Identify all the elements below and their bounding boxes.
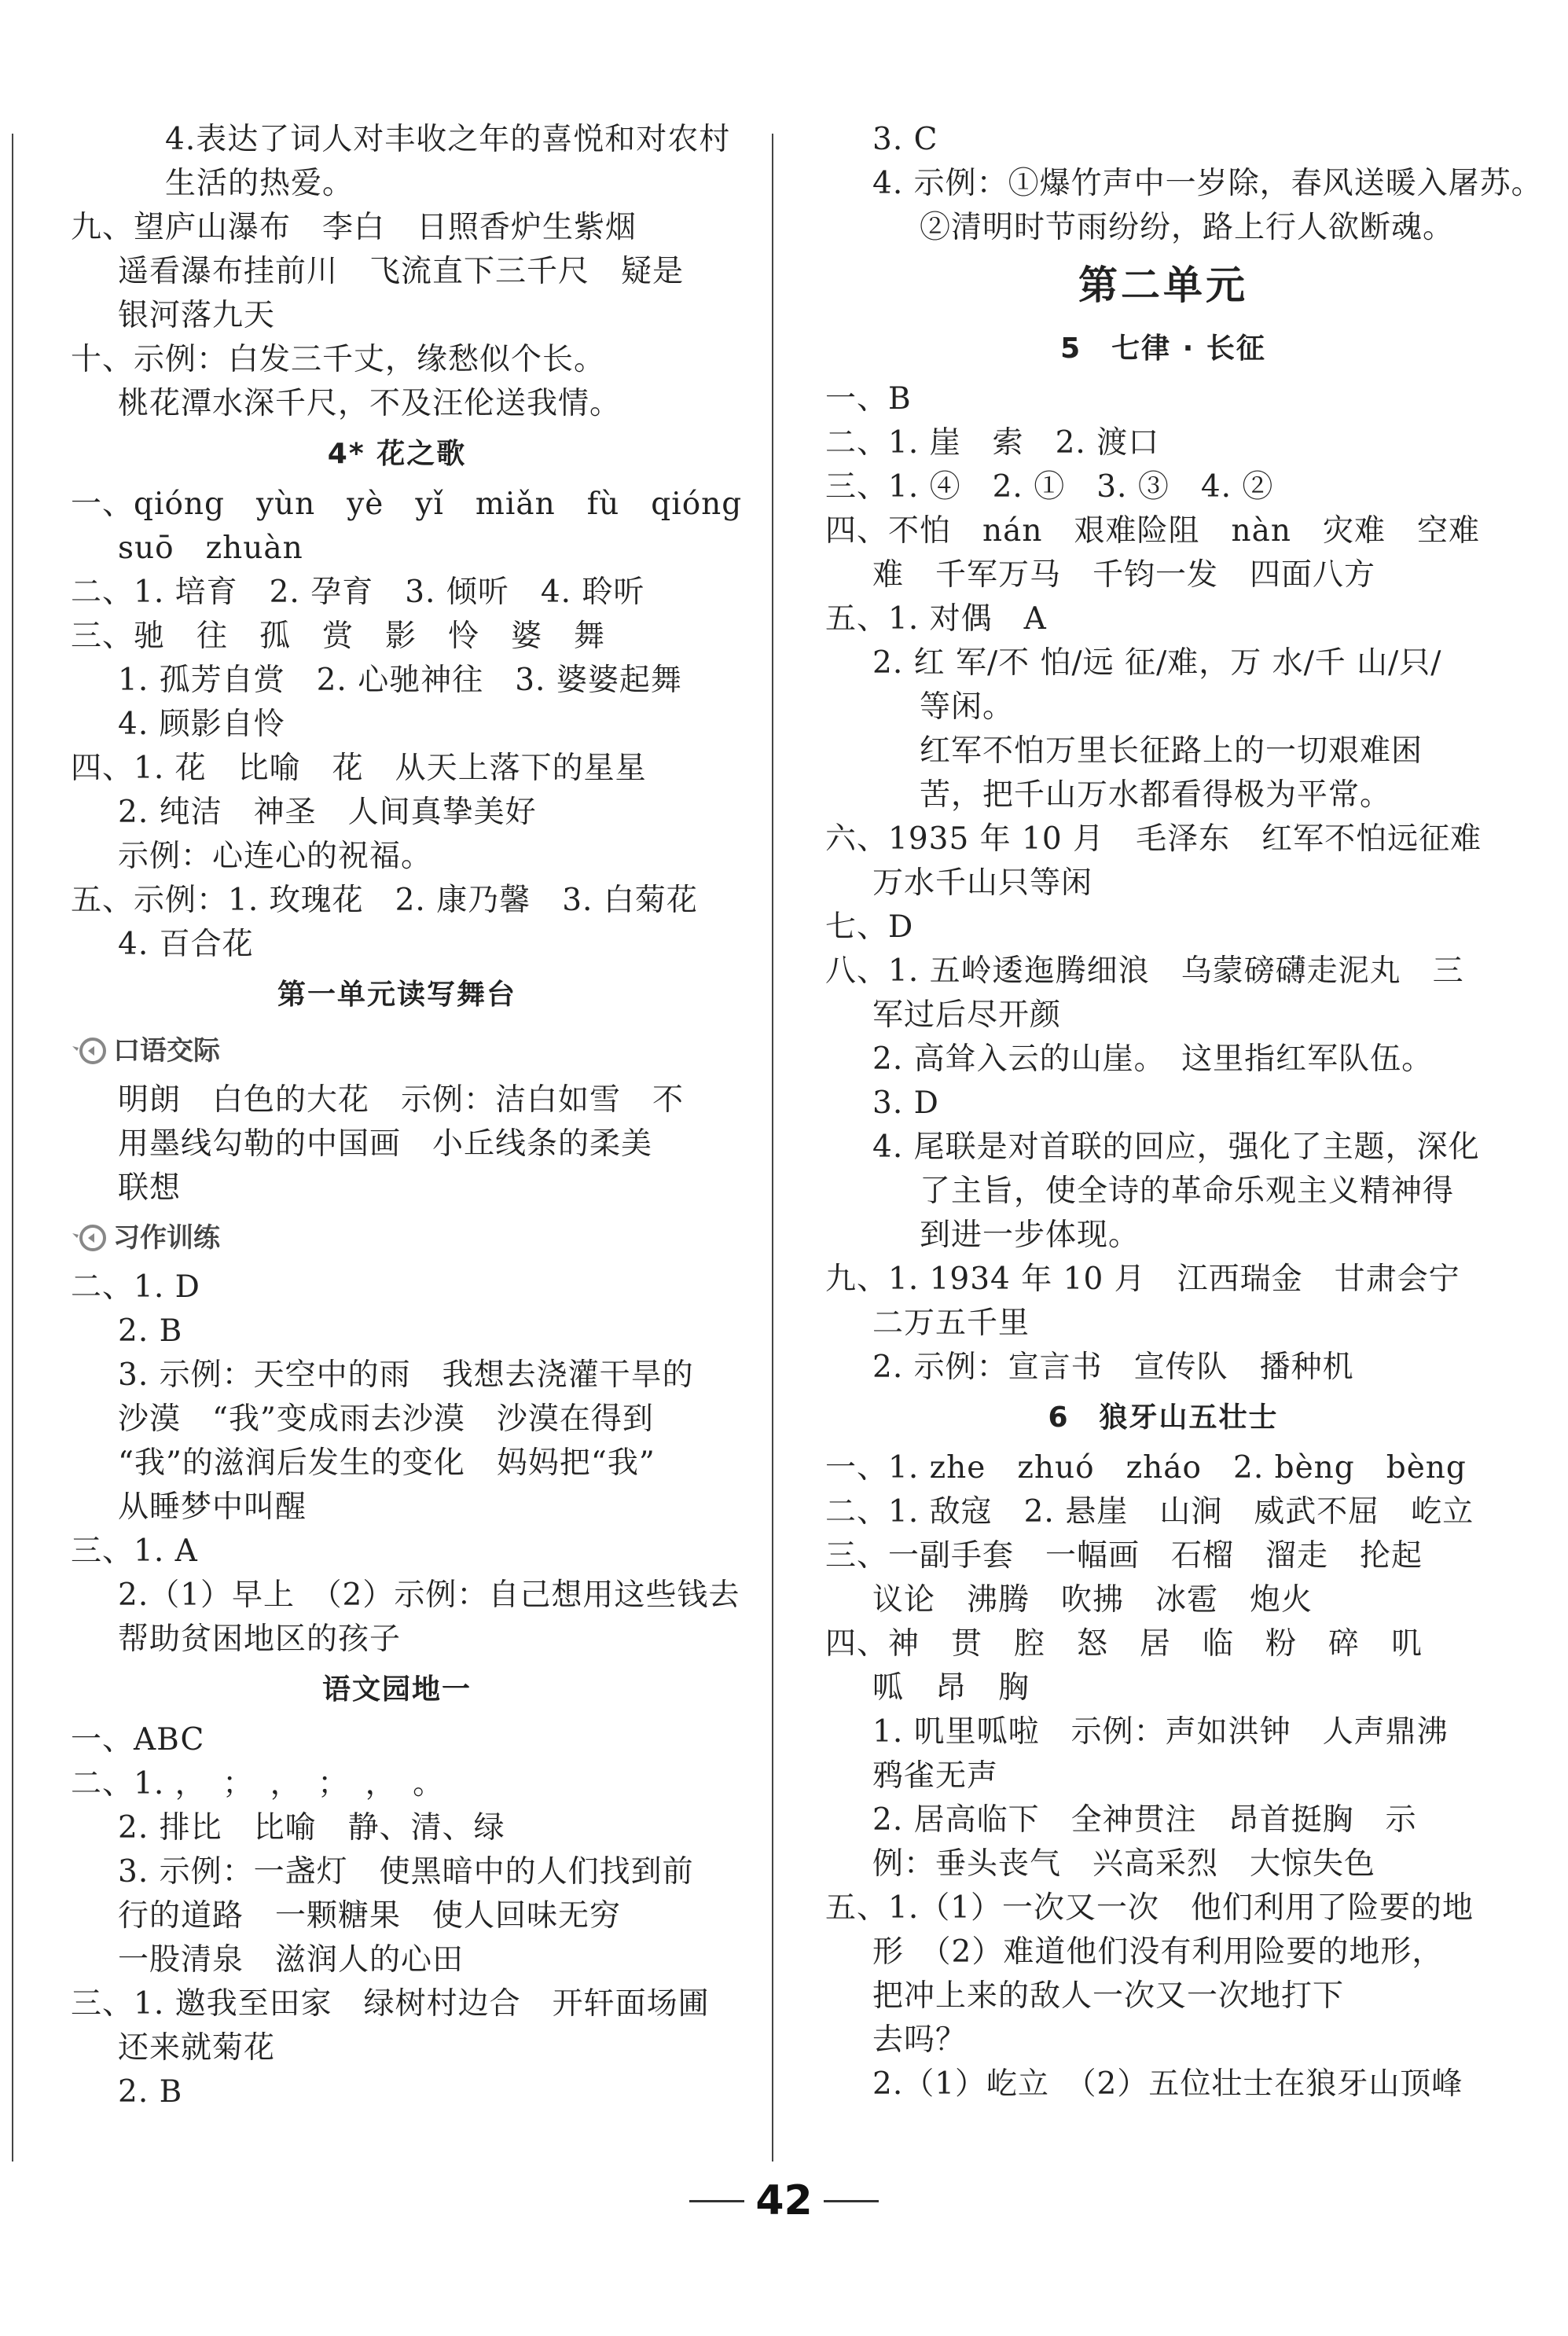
answer-line: 示例：心连心的祝福。 <box>118 839 433 874</box>
answer-line: 1. 孤芳自赏 2. 心驰神往 3. 婆婆起舞 <box>118 663 682 698</box>
answer-line: 明朗 白色的大花 示例：洁白如雪 不 <box>118 1082 685 1118</box>
answer-line: “我”的滋润后发生的变化 妈妈把“我” <box>118 1445 655 1481</box>
subsection-heading <box>71 1210 723 1265</box>
answer-line: 2.（1）屹立 （2）五位壮士在狼牙山顶峰 <box>872 2066 1463 2102</box>
answer-line: 万水千山只等闲 <box>872 865 1093 901</box>
answer-line: 银河落九天 <box>118 298 276 333</box>
answer-line: 去吗？ <box>872 2022 968 2058</box>
answer-line: 五、1.（1）一次又一次 他们利用了险要的地 <box>825 1890 1474 1926</box>
answer-line: 2. 示例：宣言书 宣传队 播种机 <box>872 1350 1354 1385</box>
answer-line: 难 千军万马 千钧一发 四面八方 <box>872 557 1376 593</box>
answer-line: 3. D <box>872 1085 939 1121</box>
answer-line: 七、D <box>825 909 914 945</box>
footer-dash-right <box>824 2200 879 2202</box>
answer-line: 八、1. 五岭逶迤腾细浪 乌蒙磅礴走泥丸 三 <box>825 953 1464 989</box>
answer-line: 二、1. D <box>71 1269 200 1305</box>
answer-line: 生活的热爱。 <box>165 166 354 201</box>
answer-line: 2. 纯洁 神圣 人间真挚美好 <box>118 795 537 830</box>
answer-line: 形 （2）难道他们没有利用险要的地形， <box>872 1934 1444 1970</box>
answer-line: 五、1. 对偶 A <box>825 601 1047 637</box>
answer-line: 4.表达了词人对丰收之年的喜悦和对农村 <box>165 122 731 157</box>
answer-line: 2. 排比 比喻 静、清、绿 <box>118 1810 505 1846</box>
answer-line: 4. 顾影自怜 <box>118 707 285 742</box>
answer-line: 行的道路 一颗糖果 使人回味无穷 <box>118 1898 622 1934</box>
section-heading: 6 狼牙山五壮士 <box>1048 1401 1279 1434</box>
answer-line: 2. B <box>118 2074 183 2110</box>
section-heading: 第一单元读写舞台 <box>277 979 516 1011</box>
column-divider <box>772 134 773 2162</box>
right-column <box>825 118 1543 2106</box>
answer-line: 联想 <box>118 1170 182 1206</box>
answer-line: 3. 示例：天空中的雨 我想去浇灌干旱的 <box>118 1357 694 1393</box>
answer-line: 苦，把千山万水都看得极为平常。 <box>920 777 1392 813</box>
answer-line: 九、望庐山瀑布 李白 日照香炉生紫烟 <box>71 210 637 245</box>
answer-line: 二、1. 崖 索 2. 渡口 <box>825 425 1160 461</box>
answer-line: 议论 沸腾 吹拂 冰雹 炮火 <box>872 1582 1313 1618</box>
answer-line: 三、一副手套 一幅画 石榴 溜走 抡起 <box>825 1538 1423 1574</box>
footer-dash-left <box>689 2200 744 2202</box>
answer-line: 帮助贫困地区的孩子 <box>118 1622 402 1657</box>
answer-line: 三、1. ④ 2. ① 3. ③ 4. ② <box>825 469 1274 505</box>
unit-heading: 第二单元 <box>1078 263 1248 308</box>
answer-line: 九、1. 1934 年 10 月 江西瑞金 甘肃会宁 <box>825 1262 1460 1297</box>
answer-line: 四、不怕 nán 艰难险阻 nàn 灾难 空难 <box>825 513 1480 549</box>
answer-line: 把冲上来的敌人一次又一次地打下 <box>872 1978 1345 2014</box>
subsection-label: 习作训练 <box>113 1222 220 1254</box>
answer-line: 十、示例：白发三千丈，缘愁似个长。 <box>71 342 606 377</box>
answer-line: 五、示例：1. 玫瑰花 2. 康乃馨 3. 白菊花 <box>71 883 698 918</box>
answer-line: 四、1. 花 比喻 花 从天上落下的星星 <box>71 751 647 786</box>
answer-line: 二万五千里 <box>872 1306 1030 1341</box>
answer-line: 三、1. A <box>71 1533 198 1569</box>
answer-line: 从睡梦中叫醒 <box>118 1489 307 1525</box>
answer-line: 四、神 贯 腔 怒 居 临 粉 碎 叽 <box>825 1626 1423 1662</box>
subsection-label: 口语交际 <box>113 1035 220 1067</box>
page-number: 42 <box>755 2177 813 2224</box>
section-heading: 5 七律 · 长征 <box>1060 332 1266 365</box>
answer-line: 一、1. zhe zhuó zháo 2. bèng bèng <box>825 1450 1467 1486</box>
answer-line: 红军不怕万里长征路上的一切艰难困 <box>920 733 1423 769</box>
answer-line: 等闲。 <box>920 689 1015 725</box>
section-heading: 语文园地一 <box>321 1673 472 1706</box>
answer-line: 例：垂头丧气 兴高采烈 大惊失色 <box>872 1846 1376 1882</box>
subsection-heading <box>71 1023 723 1078</box>
answer-line: 2. 居高临下 全神贯注 昂首挺胸 示 <box>872 1802 1417 1838</box>
answer-line: 4. 百合花 <box>118 927 254 962</box>
answer-line: 六、1935 年 10 月 毛泽东 红军不怕远征难 <box>825 821 1482 857</box>
answer-line: 二、1. ， ； ， ； ， 。 <box>71 1766 445 1802</box>
answer-line: 4. 示例：①爆竹声中一岁除，春风送暖入屠苏。 <box>872 166 1543 201</box>
left-margin-rule <box>12 134 13 2162</box>
answer-line: 一、qióng yùn yè yǐ miǎn fù qióng <box>71 487 743 522</box>
answer-line: 2. 高耸入云的山崖。 这里指红军队伍。 <box>872 1041 1434 1077</box>
answer-line: 1. 叽里呱啦 示例：声如洪钟 人声鼎沸 <box>872 1714 1449 1750</box>
answer-line: 3. C <box>872 122 938 157</box>
answer-line: 军过后尽开颜 <box>872 997 1062 1033</box>
answer-line: 一、ABC <box>71 1722 205 1758</box>
answer-line: 用墨线勾勒的中国画 小丘线条的柔美 <box>118 1126 653 1162</box>
answer-line: 了主旨，使全诗的革命乐观主义精神得 <box>920 1174 1455 1209</box>
answer-line: 二、1. 培育 2. 孕育 3. 倾听 4. 聆听 <box>71 575 645 610</box>
answer-line: 二、1. 敌寇 2. 悬崖 山涧 威武不屈 屹立 <box>825 1494 1474 1530</box>
page-footer <box>0 2169 1568 2232</box>
answer-line: suō zhuàn <box>118 531 303 566</box>
answer-line: 沙漠 “我”变成雨去沙漠 沙漠在得到 <box>118 1401 654 1437</box>
answer-line: 鸦雀无声 <box>872 1758 999 1794</box>
answer-line: 3. 示例：一盏灯 使黑暗中的人们找到前 <box>118 1854 694 1890</box>
answer-line: 三、1. 邀我至田家 绿树村边合 开轩面场圃 <box>71 1986 710 2022</box>
left-column <box>71 118 743 2114</box>
answer-line: 一股清泉 滋润人的心田 <box>118 1942 465 1978</box>
answer-line: 2. B <box>118 1313 183 1349</box>
answer-line: 呱 昂 胸 <box>872 1670 1030 1706</box>
answer-line: 一、B <box>825 381 912 417</box>
answer-line: 还来就菊花 <box>118 2030 276 2066</box>
answer-line: 到进一步体现。 <box>920 1218 1140 1253</box>
answer-line: 2. 红 军/不 怕/远 征/难，万 水/千 山/只/ <box>872 645 1442 681</box>
answer-line: 遥看瀑布挂前川 飞流直下三千尺 疑是 <box>118 254 685 289</box>
section-heading: 4* 花之歌 <box>327 438 467 470</box>
answer-line: ②清明时节雨纷纷，路上行人欲断魂。 <box>920 210 1455 245</box>
answer-line: 2.（1）早上 （2）示例：自己想用这些钱去 <box>118 1578 740 1613</box>
answer-line: 三、驰 往 孤 赏 影 怜 婆 舞 <box>71 619 606 654</box>
answer-line: 桃花潭水深千尺，不及汪伦送我情。 <box>118 386 622 421</box>
speech-bubble-icon <box>71 1035 108 1067</box>
answer-line: 4. 尾联是对首联的回应，强化了主题，深化 <box>872 1129 1480 1165</box>
speech-bubble-icon <box>71 1222 108 1254</box>
